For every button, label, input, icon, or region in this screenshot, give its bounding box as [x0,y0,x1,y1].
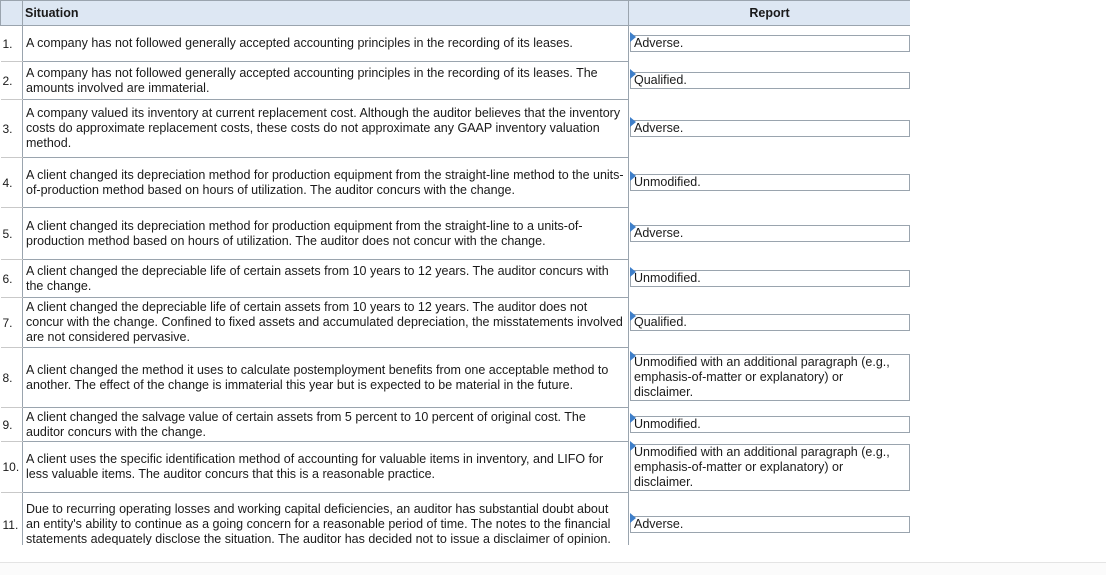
report-cell [629,298,911,348]
situation-text: A client changed its depreciation method for production equipment from the straight-line to a units-of-production method based on hours of utilization. The auditor does not concur with the change. [23,208,629,260]
header-situation: Situation [23,1,629,26]
report-answer-field[interactable] [630,35,910,52]
report-cell [629,26,911,62]
report-answer-field[interactable] [630,444,910,491]
table-row [1,208,911,260]
table-row [1,493,911,546]
row-number: 9. [1,408,23,442]
report-cell [629,408,911,442]
dropdown-marker-icon [630,69,636,79]
header-number-cell [1,1,23,26]
row-number: 10. [1,442,23,493]
report-answer-field[interactable] [630,314,910,331]
report-answer-text: Adverse. [634,226,684,240]
row-number: 11. [1,493,23,546]
situation-text: A client changed its depreciation method for production equipment from the straight-line method to the units-of-production method based on hours of utilization. The auditor concurs with the change. [23,158,629,208]
report-answer-field[interactable] [630,120,910,137]
situation-text: A company valued its inventory at current replacement cost. Although the auditor believes that the inventory costs do approximate replacement costs, these costs do not approximate any GAAP inventory valuation method. [23,100,629,158]
dropdown-marker-icon [630,351,636,361]
dropdown-marker-icon [630,32,636,42]
report-answer-field[interactable] [630,72,910,89]
report-answer-text: Adverse. [634,121,684,135]
report-answer-text: Adverse. [634,36,684,51]
report-answer-field[interactable] [630,354,910,401]
dropdown-marker-icon [630,171,636,181]
situation-text: A client uses the specific identification method of accounting for valuable items in inventory, and LIFO for less valuable items. The auditor concurs that this is a reasonable practice. [23,442,629,493]
report-answer-field[interactable] [630,270,910,287]
report-cell [629,100,911,158]
report-cell [629,442,911,493]
row-number: 7. [1,298,23,348]
bottom-divider [0,562,1106,575]
report-answer-field[interactable] [630,516,910,533]
row-number: 8. [1,348,23,408]
row-number: 5. [1,208,23,260]
table-row [1,348,911,408]
table-row [1,298,911,348]
situation-text: A client changed the method it uses to calculate postemployment benefits from one acceptable method to another. The effect of the change is immaterial this year but is expected to be material in the future. [23,348,629,408]
report-cell [629,158,911,208]
row-number: 2. [1,62,23,100]
report-cell [629,208,911,260]
dropdown-marker-icon [630,513,636,523]
situation-text: A company has not followed generally accepted accounting principles in the recording of its leases. [23,26,629,62]
report-cell [629,62,911,100]
dropdown-marker-icon [630,311,636,321]
dropdown-marker-icon [630,441,636,451]
report-answer-text: Unmodified. [634,175,701,189]
report-answer-text: Unmodified. [634,271,701,285]
report-cell [629,348,911,408]
dropdown-marker-icon [630,267,636,277]
table-row [1,442,911,493]
row-number: 6. [1,260,23,298]
report-answer-text: Qualified. [634,315,687,329]
situation-text: Due to recurring operating losses and working capital deficiencies, an auditor has substantial doubt about an entity's ability to continue as a going concern for a reasonable period of time. The notes to the financial statements adequately disclose the situation. The auditor has decided not to issue a disclaimer of opinion. [23,493,629,546]
report-answer-text: Unmodified with an additional paragraph (e.g., emphasis-of-matter or explanatory) or disclaimer. [634,355,890,399]
report-answer-text: Qualified. [634,73,687,87]
report-answer-text: Adverse. [634,517,684,531]
table-row [1,100,911,158]
report-answer-field[interactable] [630,416,910,433]
report-answer-text: Unmodified with an additional paragraph (e.g., emphasis-of-matter or explanatory) or disclaimer. [634,444,890,489]
situation-text: A client changed the salvage value of certain assets from 5 percent to 10 percent of original cost. The auditor concurs with the change. [23,408,629,442]
dropdown-marker-icon [630,413,636,423]
row-number: 1. [1,26,23,62]
report-answer-text: Unmodified. [634,417,701,431]
header-report: Report [629,1,911,26]
report-cell [629,493,911,546]
row-number: 4. [1,158,23,208]
report-answer-field[interactable] [630,225,910,242]
situation-text: A client changed the depreciable life of certain assets from 10 years to 12 years. The auditor does not concur with the change. Confined to fixed assets and accumulated depreciation, the misstatements involved are not considered pervasive. [23,298,629,348]
table-row [1,26,911,62]
table-row [1,62,911,100]
table-row [1,260,911,298]
table-row [1,158,911,208]
dropdown-marker-icon [630,222,636,232]
table-header-row [1,1,911,26]
situation-text: A client changed the depreciable life of certain assets from 10 years to 12 years. The auditor concurs with the change. [23,260,629,298]
situation-text: A company has not followed generally accepted accounting principles in the recording of its leases. The amounts involved are immaterial. [23,62,629,100]
report-answer-field[interactable] [630,174,910,191]
dropdown-marker-icon [630,117,636,127]
row-number: 3. [1,100,23,158]
table-row [1,408,911,442]
report-cell [629,260,911,298]
